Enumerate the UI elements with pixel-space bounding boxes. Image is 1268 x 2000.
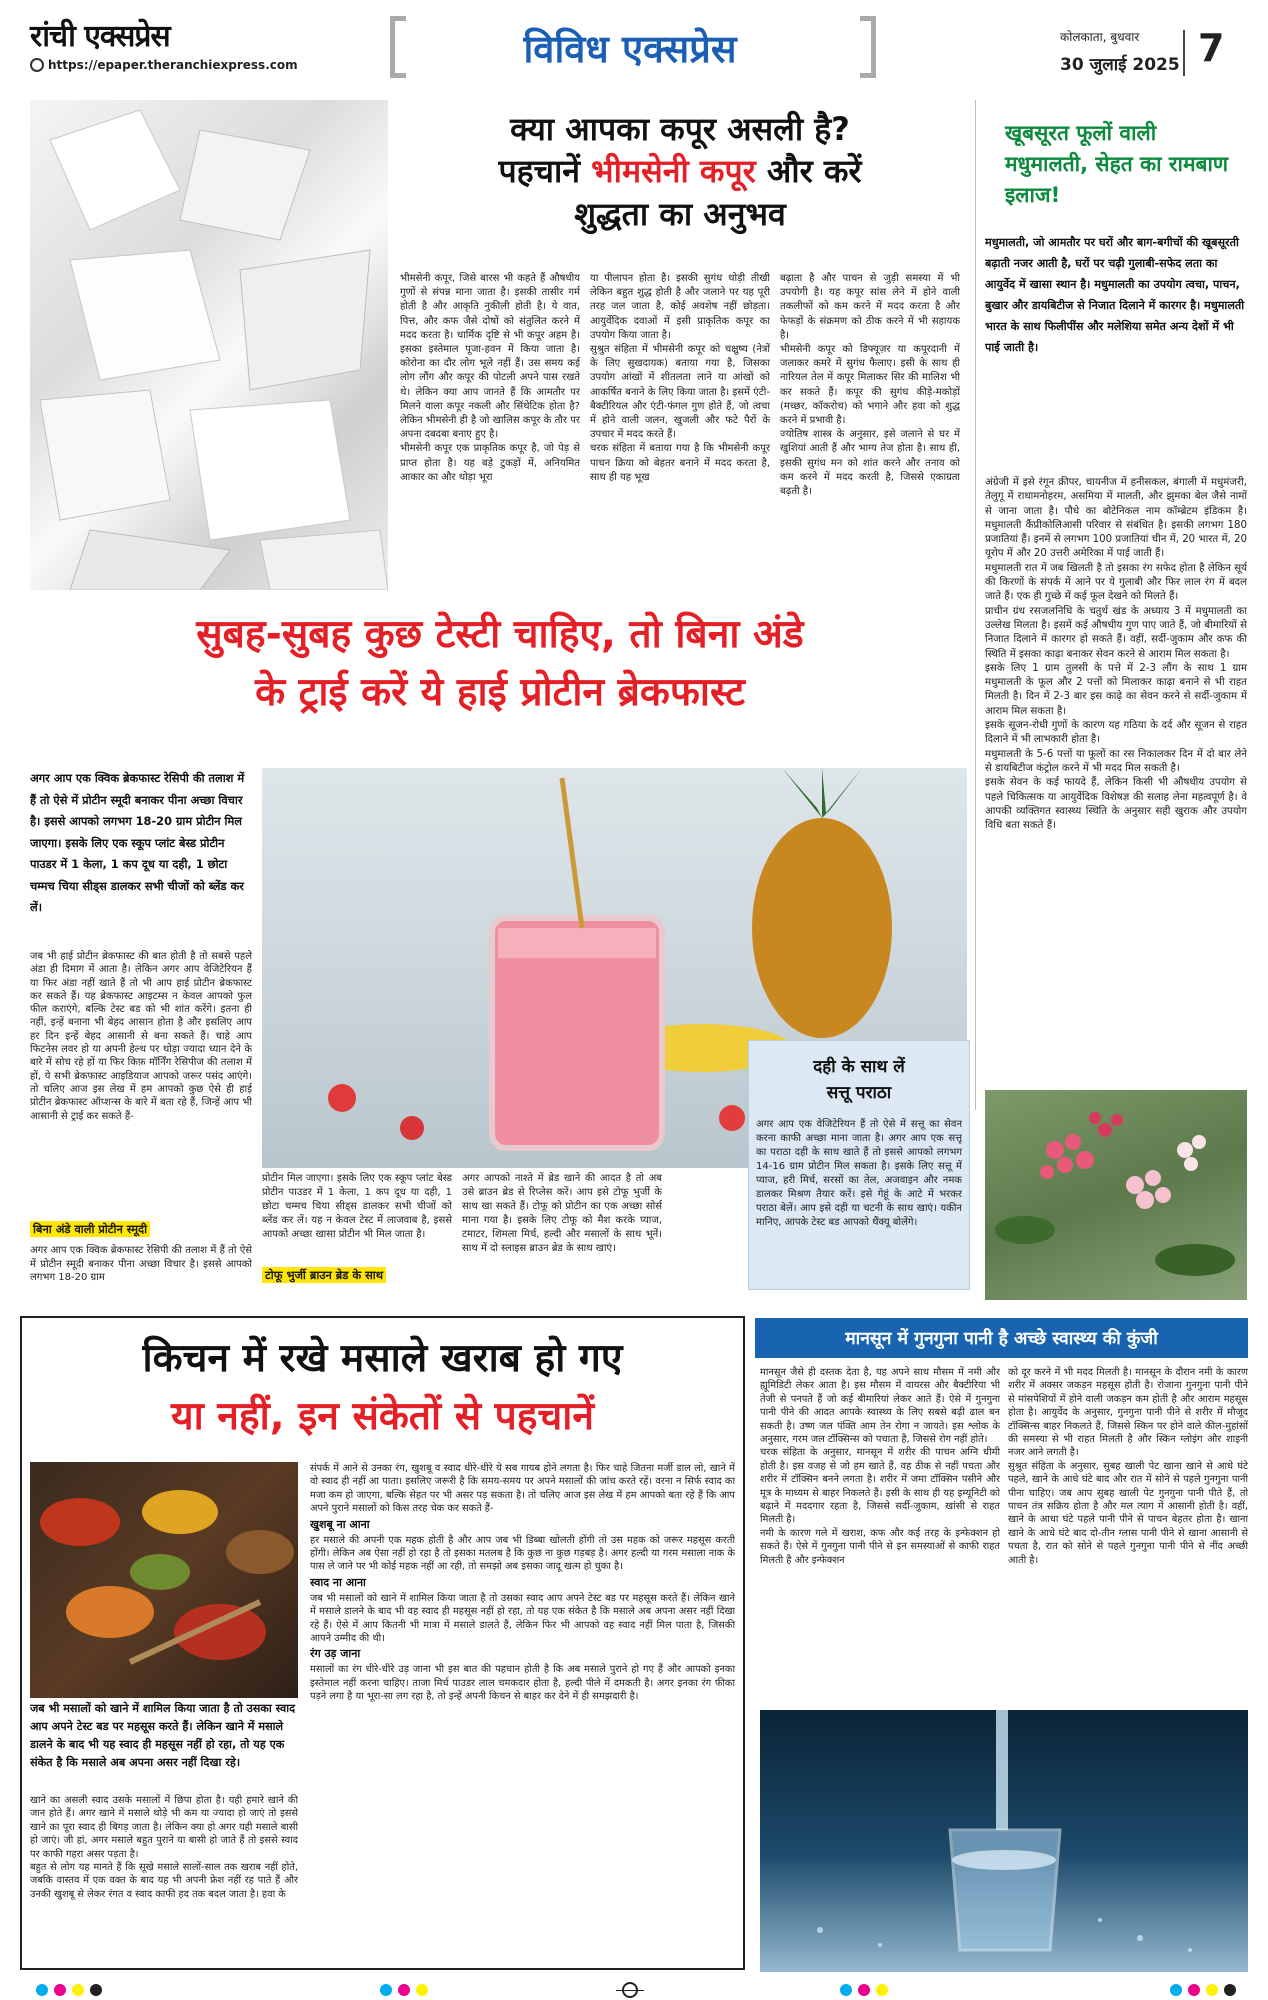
register-mark-icon [1188, 1984, 1200, 1996]
sattu-box-title: दही के साथ लें सत्तू पराठा [813, 1057, 905, 1103]
flower-cluster [985, 1090, 1247, 1300]
register-mark-icon [840, 1984, 852, 1996]
madhumalti-intro: मधुमालती, जो आमतौर पर घरों और बाग-बगीचों की खूबसूरती बढ़ाती नजर आती है, घरों पर चढ़ी गुलाबी-सफेद लता का आयुर्वेद में खासा स्थान है। मधुमालती का उपयोग त्वचा, पाचन, बुखार और डायबिटीज से निजात दिलाने में कारगर है। मधुमालती भारत के साथ फिलीपींस और मलेशिया समेत अन्य देशों में भी पाई जाती है। [985, 236, 1245, 354]
footer-registration-bar [0, 1980, 1268, 2000]
page-bracket-icon [390, 16, 406, 78]
register-mark-icon [876, 1984, 888, 1996]
sattu-box-body: अगर आप एक वेजिटेरियन हैं तो ऐसे में सत्तू का सेवन करना काफी अच्छा माना जाता है। अगर आप एक सत्तू का पराठा दही के साथ खाते हैं तो इससे आपको लगभग 14-16 ग्राम प्रोटीन मिल सकता है। इसके लिए सत्तू में प्याज, हरी मिर्च, सरसों का तेल, अजवाइन और नमक डालकर मिश्रण तैयार करें। इसे गेहूं के आटे में भरकर पराठा बेलें। आप इसे दही या चटनी के साथ खाएं। यकीन मानिए, आपके टेस्ट बड आपको थैंक्यू बोलेंगे। [756, 1119, 962, 1228]
spices-subhead-color: रंग उड़ जाना [310, 1647, 361, 1661]
breakfast-title-line1: सुबह-सुबह कुछ टेस्टी चाहिए, तो बिना अंडे [196, 612, 804, 657]
camphor-col3: बढ़ाता है और पाचन से जुड़ी समस्या में भी उपयोगी है। यह कपूर सांस लेने में होने वाली तकलीफों को कम करने में मदद करता है और फेफड़ों के संक्रमण को ठीक करने में भी सहायक है। भीमसेनी कपूर को डिफ्यूज़र या कपूरदानी में जलाकर कमरे में सुगंध फैलाए। इसी के साथ ही नारियल तेल में कपूर मिलाकर सिर की मालिश भी कर सकते हैं। कपूर की सुगंध कीड़े-मकोड़ों (मच्छर, कॉकरोच) को भगाने और हवा को शुद्ध करने में प्रभावी है। ज्योतिष शास्त्र के अनुसार, इसे जलाने से घर में खुशियां आती हैं और भाग्य तेज होता है। साथ ही, इसकी सुगंध मन को शांत करने और तनाव को कम करने में मदद करती है, जिससे एकाग्रता बढ़ती है। [780, 273, 960, 498]
camphor-col2: या पीलापन होता है। इसकी सुगंध थोड़ी तीखी लेकिन बहुत शुद्ध होती है और जलाने पर यह पूरी तरह जल जाता है, कोई अवशेष नहीं छोड़ता। आयुर्वेदिक दवाओं में इसी प्राकृतिक कपूर का उपयोग किया जाता है। सुश्रुत संहिता में भीमसेनी कपूर को चक्षुष्य (नेत्रों के लिए सुखदायक) बताया गया है, जिसका उपयोग आंखों में शीतलता लाने या आंखों को आकर्षित बनाने के लिए किया जाता है। इसमें एंटी-बैक्टीरियल और एंटी-फंगल गुण होते हैं, जो त्वचा में होने वाली जलन, खुजली और फटे पैरों के उपचार में मदद करते हैं। चरक संहिता में बताया गया है कि भीमसेनी कपूर पाचन क्रिया को बेहतर बनाने में मदद करता है, साथ ही यह भूख [590, 273, 770, 483]
spices-title-line2: या नहीं, इन संकेतों से पहचानें [170, 1394, 595, 1439]
spices-col2-intro: संपर्क में आने से उनका रंग, खुशबू व स्वाद धीरे-धीरे ये सब गायब होने लगता है। फिर चाहे जितना मर्जी डाल लो, खाने में वो स्वाद ही नहीं आ पाता। इसलिए जरूरी है कि समय-समय पर अपने मसालों की जांच करते रहें। वरना न सिर्फ स्वाद का मजा कम हो जाएगा, बल्कि सेहत पर भी असर पड़ सकता है। तो चलिए आज इस लेख में हम आपको बता रहे हैं कि आप अपने पुराने मसालों को किस तरह चेक कर सकते हैं- [310, 1463, 735, 1515]
spices-col2-smell: हर मसाले की अपनी एक महक होती है और आप जब भी डिब्बा खोलती होंगी तो उस महक को जरूर महसूस करती होंगी। लेकिन अब ऐसा नहीं हो रहा है तो इसका मतलब है कि कुछ ना कुछ गड़बड़ है। अगर हल्दी या गरम मसाला नाक के पास ले जाने पर भी कोई महक नहीं आ रही, तो समझो अब इसका जादू खत्म हो चुका है। [310, 1534, 735, 1573]
spices-caption: जब भी मसालों को खाने में शामिल किया जाता है तो उसका स्वाद आप अपने टेस्ट बड पर महसूस करते हैं। लेकिन खाने में मसाले डालने के बाद भी यह स्वाद ही महसूस नहीं हो रहा, तो यह एक संकेत है कि मसाले अब अपना असर नहीं दिखा रहे। [30, 1702, 296, 1769]
monsoon-title: मानसून में गुनगुना पानी है अच्छे स्वास्थ्य की कुंजी [845, 1329, 1158, 1349]
madhumalti-title: खूबसूरत फूलों वाली मधुमालती, सेहत का रामबाण इलाज! [1005, 121, 1229, 207]
spices-col1: खाने का असली स्वाद उसके मसालों में छिपा होता है। यही हमारे खाने की जान होते हैं। अगर खाने में मसाले थोड़े भी कम या ज्यादा हो जाएं तो इससे खाने का पूरा स्वाद ही बिगड़ जाता है। लेकिन क्या हो अगर यही मसाले बासी हो जाएं। जी हां, अगर मसाले बहुत पुराने या बासी हो जाते हैं तो इससे स्वाद पर काफी गहरा असर पड़ता है। बहुत से लोग यह मानते हैं कि सूखे मसाले सालों-साल तक खराब नहीं होते, जबकि वास्तव में एक वक्त के बाद यह भी अपनी फ्रेश नहीं रह पाते हैं और उनकी खुशबू से लेकर रंगत व स्वाद काफी हद तक बदल जाता है। हवा के [30, 1795, 298, 1900]
city-day: कोलकाता, बुधवार [1060, 30, 1140, 44]
page-number: 7 [1198, 26, 1225, 70]
spices-subhead-taste: स्वाद ना आना [310, 1575, 366, 1589]
register-mark-icon [1170, 1984, 1182, 1996]
breakfast-col-b: प्रोटीन मिल जाएगा। इसके लिए एक स्कूप प्लांट बेस्ड प्रोटीन पाउडर में 1 केला, 1 कप दूध या दही, 1 छोटा चम्मच चिया सीड्स डालकर सभी चीजों को ब्लेंड कर लें। यह न केवल टेस्ट में लाजवाब है, इससे आपको अच्छा खासा प्रोटीन भी मिल जाता है। [262, 1173, 452, 1240]
register-mark-icon [416, 1984, 428, 1996]
spices-col2 [310, 1462, 735, 1956]
page-bracket-icon [860, 16, 876, 78]
register-mark-icon [54, 1984, 66, 1996]
register-mark-icon [380, 1984, 392, 1996]
camphor-photo [30, 100, 388, 590]
spices-photo [30, 1462, 298, 1698]
breakfast-subhead-smoothie: बिना अंडे वाली प्रोटीन स्मूदी [30, 1218, 252, 1237]
register-mark-icon [858, 1984, 870, 1996]
camphor-col1: भीमसेनी कपूर, जिसे बारस भी कहते हैं औषधीय गुणों से संपन्न माना जाता है। इसकी तासीर गर्म होती है और आकृति नुकीली होती है। ये वात, पित्त, और कफ जैसे दोषों को संतुलित करने में मदद करता है। धार्मिक दृष्टि से भी कपूर अहम है। इसका इस्तेमाल पूजा-हवन में किया जाता है। कोरोना का दौर लोग भूले नहीं हैं। उस समय कई लोग लौंग और कपूर की पोटली अपने पास रखते थे। लेकिन क्या आप जानते हैं कि आमतौर पर मिलने वाला कपूर नकली और सिंथेटिक होता है? लेकिन भीमसेनी ही है जो खालिस कपूर के तौर पर अपना दबदबा बनाए हुए है। भीमसेनी कपूर एक प्राकृतिक कपूर है, जो पेड़ से प्राप्त होता है। यह बड़े टुकड़ों में, अनियमित आकार का और थोड़ा भूरा [400, 273, 580, 483]
page-number-divider [1183, 30, 1185, 76]
camphor-title-line3: शुद्धता का अनुभव [574, 195, 786, 233]
spices-col2-taste: जब भी मसालों को खाने में शामिल किया जाता है तो उसका स्वाद आप अपने टेस्ट बड पर महसूस करते हैं। लेकिन खाने में मसाले डालने के बाद भी वह स्वाद ही महसूस नहीं हो रहा, तो यह एक संकेत है कि मसाले अब अपना असर नहीं दिखा रहे हैं। ऐसे में आप कितनी भी मात्रा में मसाले डालते हैं, लेकिन फिर भी आपको वह स्वाद नहीं मिल पाता है, जिसकी आपने उम्मीद की थी। [310, 1592, 735, 1645]
camphor-headline [400, 108, 960, 236]
spices-col2-color: मसालों का रंग धीरे-धीरे उड़ जाना भी इस बात की पहचान होती है कि अब मसाले पुराने हो गए हैं और आपको इनका इस्तेमाल नहीं करना चाहिए। ताजा मिर्च पाउडर लाल चमकदार होता है, हल्दी पीले में दमकती है। अगर इनका रंग फीका पड़ने लगा है या भूरा-सा लग रहा है, तो इन्हें अपनी किचन से बाहर कर देने में ही समझदारी है। [310, 1664, 735, 1703]
register-mark-icon [1206, 1984, 1218, 1996]
monsoon-col1: मानसून जैसे ही दस्तक देता है, यह अपने साथ मौसम में नमी और ह्यूमिडिटी लेकर आता है। इस मौसम में वायरस और बैक्टीरिया भी तेजी से पनपते हैं जो कई बीमारियां लेकर आते हैं। ऐसे में गुनगुना पानी पीने की आदत आपके स्वास्थ्य के लिए सबसे बढ़ी ढाल बन सकती है। उष्ण जल पंक्ति आम तेन रोगा न जायते। इस श्लोक के अनुसार, गरम जल टॉक्सिन्स को पचाता है, जिससे रोग नहीं होते। चरक संहिता के अनुसार, मानसून में शरीर की पाचन अग्नि धीमी होती है। इस वजह से जो हम खाते हैं, वह ठीक से नहीं पचता और शरीर में टॉक्सिन बनने लगता है। शरीर में जमा टॉक्सिन पसीने और मूत्र के माध्यम से बाहर निकलते हैं। इसी के साथ ही यह इम्यूनिटी को बढ़ाने में मददगार रहता है, जिससे सर्दी-जुकाम, खांसी से राहत मिलती है। नमी के कारण गले में खराश, कफ और कई तरह के इन्फेक्शन हो सकते हैं। ऐसे में गुनगुना पानी पीने से इन समस्याओं से काफी राहत मिलती है और इन्फेक्शन [760, 1367, 1000, 1566]
camphor-title-line2: पहचानें भीमसेनी कपूर और करें [498, 152, 862, 190]
breakfast-title-line2: के ट्राई करें ये हाई प्रोटीन ब्रेकफास्ट [255, 670, 745, 715]
section-title: विविध एक्सप्रेस [523, 27, 737, 71]
paper-name: रांची एक्सप्रेस [30, 19, 170, 54]
madhumalti-flower-photo [985, 1090, 1247, 1300]
camphor-crystals [30, 100, 388, 590]
register-mark-icon [72, 1984, 84, 1996]
breakfast-subhead-tofu: टोफू भुर्जी ब्राउन ब्रेड के साथ [262, 1264, 462, 1283]
register-mark-icon [1224, 1984, 1236, 1996]
camphor-title-line1: क्या आपका कपूर असली है? [510, 110, 850, 148]
globe-icon [30, 58, 44, 72]
register-mark-icon [90, 1984, 102, 1996]
register-mark-icon [36, 1984, 48, 1996]
column-divider [975, 100, 976, 1110]
water-pour-scene [760, 1710, 1248, 1972]
spice-heaps [30, 1462, 298, 1698]
register-mark-icon [398, 1984, 410, 1996]
date: 30 जुलाई 2025 [1060, 55, 1180, 75]
breakfast-smoothie-body: अगर आप एक क्विक ब्रेकफास्ट रेसिपी की तलाश में हैं तो ऐसे में प्रोटीन स्मूदी बनाकर पीना अच्छा विचार है। इससे आपको लगभग 18-20 ग्राम [30, 1245, 252, 1284]
spices-title-line1: किचन में रखे मसाले खराब हो गए [142, 1336, 623, 1381]
monsoon-col2: को दूर करने में भी मदद मिलती है। मानसून के दौरान नमी के कारण शरीर में अक्सर जकड़न महसूस होती है। रोजाना गुनगुना पानी पीने से मांसपेशियों में होने वाली जकड़न कम होती है और आराम महसूस होता है। आयुर्वेद के अनुसार, गुनगुना पानी पीने से शरीर में मौजूद टॉक्सिन्स बाहर निकलते हैं, जिससे स्किन पर होने वाले कील-मुहांसों की समस्या से भी राहत मिलती है और स्किन ग्लोइंग और शाइनी नजर आने लगती है। सुश्रुत संहिता के अनुसार, सुबह खाली पेट खाना खाने से आधे घंटे पहले, खाने के आधे घंटे बाद और रात में सोने से पहले गुनगुना पानी पीना चाहिए। जब आप सुबह खाली पेट गुनगुना पानी पीते हैं, तो पाचन तंत्र सक्रिय होता है और मल त्याग में आसानी होती है। वहीं, खाने के आधा घंटे पहले पानी पीने से पाचन बेहतर होता है। खाना खाने के आधे घंटे बाद दो-तीन ग्लास पानी पीने से खाना आसानी से पचता है, रात को सोने से पहले गुनगुना पानी पीने से नींद अच्छी आती है। [1008, 1367, 1248, 1566]
water-glass-photo [760, 1710, 1248, 1972]
breakfast-body: जब भी हाई प्रोटीन ब्रेकफास्ट की बात होती है तो सबसे पहले अंडा ही दिमाग में आता है। लेकिन अगर आप वेजिटेरियन हैं या फिर अंडा नहीं खाते हैं तो भी आप हाई प्रोटीन ब्रेकफास्ट कर सकते हैं। यह ब्रेकफास्ट आइटम्स न केवल आपको फुल फील कराएंगे, बल्कि टेस्ट बड को भी शांत करेंगे। इतना ही नहीं, इन्हें बनाना भी बेहद आसान होता है और इसलिए आप हर दिन इन्हें बेहद आसानी से बना सकते हैं। चाहे आप फिटनेस लवर हो या अपनी हेल्थ पर थोड़ा ज्यादा ध्यान देने के बारे में सोच रहे हों या फिर किफ़ मॉर्निंग रेसिपीज की तलाश में हों, ये सभी ब्रेकफास्ट आइडियाज आपको जरूर पसंद आएंगे। तो चलिए आज इस लेख में हम आपको कुछ ऐसे ही हाई प्रोटीन ब्रेकफास्ट ऑप्शन्स के बारे में बता रहे हैं, जिन्हें आप भी आसानी से ट्राई कर सकते हैं- [30, 951, 252, 1122]
breakfast-intro: अगर आप एक क्विक ब्रेकफास्ट रेसिपी की तलाश में हैं तो ऐसे में प्रोटीन स्मूदी बनाकर पीना अच्छा विचार है। इससे आपको लगभग 18-20 ग्राम प्रोटीन मिल जाएगा। इसके लिए एक स्कूप प्लांट बेस्ड प्रोटीन पाउडर में 1 केला, 1 कप दूध या दही, 1 छोटा चम्मच चिया सीड्स डालकर सभी चीजों को ब्लेंड कर लें। [30, 771, 245, 914]
spices-headline [30, 1330, 735, 1446]
masthead [0, 0, 1268, 90]
breakfast-col-c: अगर आपको नाश्ते में ब्रेड खाने की आदत है तो अब उसे ब्राउन ब्रेड से रिप्लेस करें। आप इसे टोफू भुर्जी के साथ खा सकते हैं। टोफू को प्रोटीन का एक अच्छा सोर्स माना गया है। इसके लिए टोफू को मैश करके प्याज, टमाटर, शिमला मिर्च, हल्दी और मसालों के साथ भूनें। साथ में दो स्लाइस ब्राउन ब्रेड के साथ खाएं। [462, 1173, 662, 1254]
spices-subhead-smell: खुशबू ना आना [310, 1517, 370, 1531]
madhumalti-body: अंग्रेजी में इसे रंगून क्रीपर, चायनीज में हनीसकल, बंगाली में मधुमंजरी, तेलुगू में राधामनोहरम, असमिया में मालती, और झुमका बेल जैसे नामों से जाना जाता है। पौधे का बोटेनिकल नाम कॉम्ब्रेटम इंडिकम है। मधुमालती कैंप्रीकोलिआसी परिवार से संबंधित है। इसकी लगभग 180 प्रजातियां हैं। इनमें से लगभग 100 प्रजातियां चीन में, 20 भारत में, 20 यूरोप में और 20 उत्तरी अमेरिका में पाई जाती हैं। मधुमालती रात में जब खिलती है तो इसका रंग सफेद होता है लेकिन सूर्य की किरणों के संपर्क में आने पर ये गुलाबी और फिर लाल रंग में बदल जाते हैं। एक ही गुच्छे में कई फूल देखने को मिलते हैं। प्राचीन ग्रंथ रसजलनिधि के चतुर्थ खंड के अध्याय 3 में मधुमालती का उल्लेख मिलता है। इसमें कई औषधीय गुण पाए जाते हैं, जो बीमारियों से निजात दिलाने में कारगर हो सकते हैं। वहीं, सर्दी-जुकाम और कफ की स्थिति में इसका काढ़ा बनाकर सेवन करने से आराम मिल सकता है। इसके लिए 1 ग्राम तुलसी के पत्ते में 2-3 लौंग के साथ 1 ग्राम मधुमालती के फूल और 2 पत्तों को मिलाकर काढ़ा बनाने से भी राहत मिलती है। दिन में 2-3 बार इस काढ़े का सेवन करने से सर्दी-जुकाम में आराम मिल सकता है। इसके सूजन-रोधी गुणों के कारण यह गठिया के दर्द और सूजन से राहत दिलाने में भी लाभकारी होता है। मधुमालती के 5-6 पत्तों या फूलों का रस निकालकर दिन में दो बार लेने से डायबिटीज कंट्रोल करने में भी मदद मिल सकती है। इसके सेवन के कई फायदे हैं, लेकिन किसी भी औषधीय उपयोग से पहले चिकित्सक या आयुर्वेदिक विशेषज्ञ की सलाह लेना महत्वपूर्ण है। वे आपकी व्यक्तिगत स्वास्थ्य स्थिति के अनुसार सही खुराक और उपयोग विधि बता सकते हैं। [985, 477, 1247, 832]
breakfast-headline [30, 606, 970, 722]
paper-url[interactable]: https://epaper.theranchiexpress.com [48, 58, 298, 72]
crosshair-line [616, 1990, 644, 1991]
